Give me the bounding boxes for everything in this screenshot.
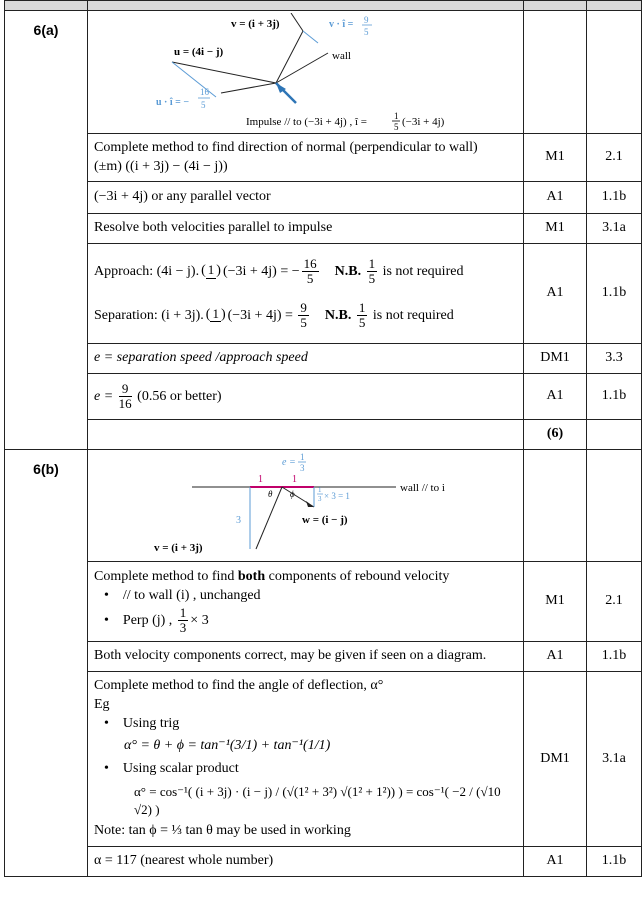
row-6a-diagram (5, 11, 642, 134)
row-text: e = separation speed /approach speed (88, 344, 524, 374)
separation-line: Separation: (i + 3j). ( 1 ) (−3i + 4j) = $\frac{9}{5}$ N.B. $\frac{1}{5}$ is not required (94, 299, 454, 330)
mark: M1 (524, 562, 587, 642)
u-dot-num: 16 (199, 87, 209, 97)
mark: A1 (524, 182, 587, 214)
impulse-num: 1 (393, 111, 398, 121)
mark: A1 (524, 244, 587, 344)
row-text: (−3i + 4j) or any parallel vector (88, 182, 524, 214)
row-6a-2 (5, 182, 642, 214)
row-text: Complete method to find direction of normal (perpendicular to wall) (94, 139, 478, 155)
third-times-label: × 3 = 1 (323, 490, 350, 501)
ao-code: 3.1a (587, 672, 642, 847)
u-label: u = (4i − j) (173, 46, 223, 58)
row-6b-3: Complete method to find the angle of deflection, α° Eg • Using trig α° = θ + ϕ = tan⁻¹(3/1) + tan⁻¹(1/1) • Using scalar product α° = cos⁻¹( (i + 3j) · (i − j) / (√(1² + 3²) √(1² + 1²)) ) = cos⁻¹( −2 / (√10 √2) ) Note: tan ϕ = ⅓ tan θ may be used in working DM1 3.1a (5, 672, 642, 847)
v-dot-num: 9 (363, 15, 368, 25)
u-dot-label: u · î = − (155, 97, 189, 108)
ao-code: 2.1 (587, 562, 642, 642)
mark: A1 (524, 374, 587, 420)
scalar-formula: α° = cos⁻¹( (i + 3j) · (i − j) / (√(1² + 3²) √(1² + 1²)) ) = cos⁻¹( −2 / (√10 √2) ) (134, 784, 501, 817)
ao-code: 3.1a (587, 214, 642, 244)
row-6b-2 (5, 642, 642, 672)
third-den: 3 (317, 494, 321, 503)
row-6a-5 (5, 344, 642, 374)
one-right: 1 (291, 473, 297, 485)
ao-code: 1.1b (587, 374, 642, 420)
ao-code: 1.1b (587, 847, 642, 877)
trig-formula: α° = θ + ϕ = tan⁻¹(3/1) + tan⁻¹(1/1) (124, 738, 331, 754)
e-den: 3 (299, 462, 304, 473)
e-label: e = (281, 456, 296, 468)
w-label: w = (i − j) (301, 513, 348, 526)
ao-code: 1.1b (587, 244, 642, 344)
diagram-6a (88, 11, 524, 134)
diagram-6b (88, 450, 524, 562)
impulse-den: 5 (393, 122, 398, 131)
u-projection-line (172, 62, 216, 97)
row-text: Both velocity components correct, may be given if seen on a diagram. (88, 642, 524, 672)
v-projection-line (303, 31, 318, 43)
row-6b-4 (5, 847, 642, 877)
mark: M1 (524, 214, 587, 244)
question-label-6b: 6(b) (5, 450, 88, 877)
ao-code: 1.1b (587, 182, 642, 214)
mark: M1 (524, 134, 587, 182)
collision-diagram-6a (96, 13, 516, 131)
one-left: 1 (257, 473, 263, 485)
mark-scheme-table (4, 0, 642, 877)
three-label: 3 (235, 514, 241, 526)
row-6b-1: Complete method to find both components of rebound velocity • // to wall (i) , unchanged • Perp (j) , $\frac{1}{3}$ × 3 M1 2.1 (5, 562, 642, 642)
row-6a-1 (5, 134, 642, 182)
wall-label: wall (331, 50, 351, 62)
approach-line: Approach: (4i − j). ( 1 ) (−3i + 4j) = − $\frac{16}{5}$ N.B. $\frac{1}{5}$ is not required (94, 255, 464, 287)
v-dot-label: v · î = (328, 19, 353, 30)
theta-label: θ (267, 488, 272, 499)
ao-code: 2.1 (587, 134, 642, 182)
row-6a-total (5, 420, 642, 450)
mark: DM1 (524, 344, 587, 374)
mark: A1 (524, 642, 587, 672)
row-6a-4 (5, 244, 642, 344)
u-vector-line (172, 62, 276, 83)
row-6a-3 (5, 214, 642, 244)
note: Note: tan ϕ = ⅓ tan θ may be used in working (94, 823, 351, 839)
row-6a-6: e = $\frac{9}{16}$ (0.56 or better) A1 1.1b (5, 374, 642, 420)
u-dot-den: 5 (200, 100, 205, 110)
row-text: Resolve both velocities parallel to impulse (88, 214, 524, 244)
rebound-diagram-6b (96, 453, 516, 559)
impulse-label: Impulse // to (−3i + 4j) , î = (245, 116, 367, 128)
phi-label: ϕ (289, 488, 295, 499)
third-num: 1 (317, 485, 321, 494)
row-formula: (±m) ((i + 3j) − (4i − j)) (94, 158, 228, 174)
row-text: α = 117 (nearest whole number) (88, 847, 524, 877)
impulse-tail: (−3i + 4j) (401, 116, 444, 128)
e-num: 1 (299, 452, 304, 462)
header-strip (5, 1, 642, 11)
row-6b-diagram (5, 450, 642, 562)
mark: A1 (524, 847, 587, 877)
v-label: v = (i + 3j) (153, 541, 203, 554)
wall-label: wall // to i (399, 481, 445, 494)
question-label-6a: 6(a) (5, 11, 88, 450)
ao-code: 1.1b (587, 642, 642, 672)
mark: DM1 (524, 672, 587, 847)
ao-code: 3.3 (587, 344, 642, 374)
v-dot-den: 5 (363, 27, 368, 37)
v-label: v = (i + 3j) (230, 18, 280, 30)
total-marks: (6) (524, 420, 587, 450)
